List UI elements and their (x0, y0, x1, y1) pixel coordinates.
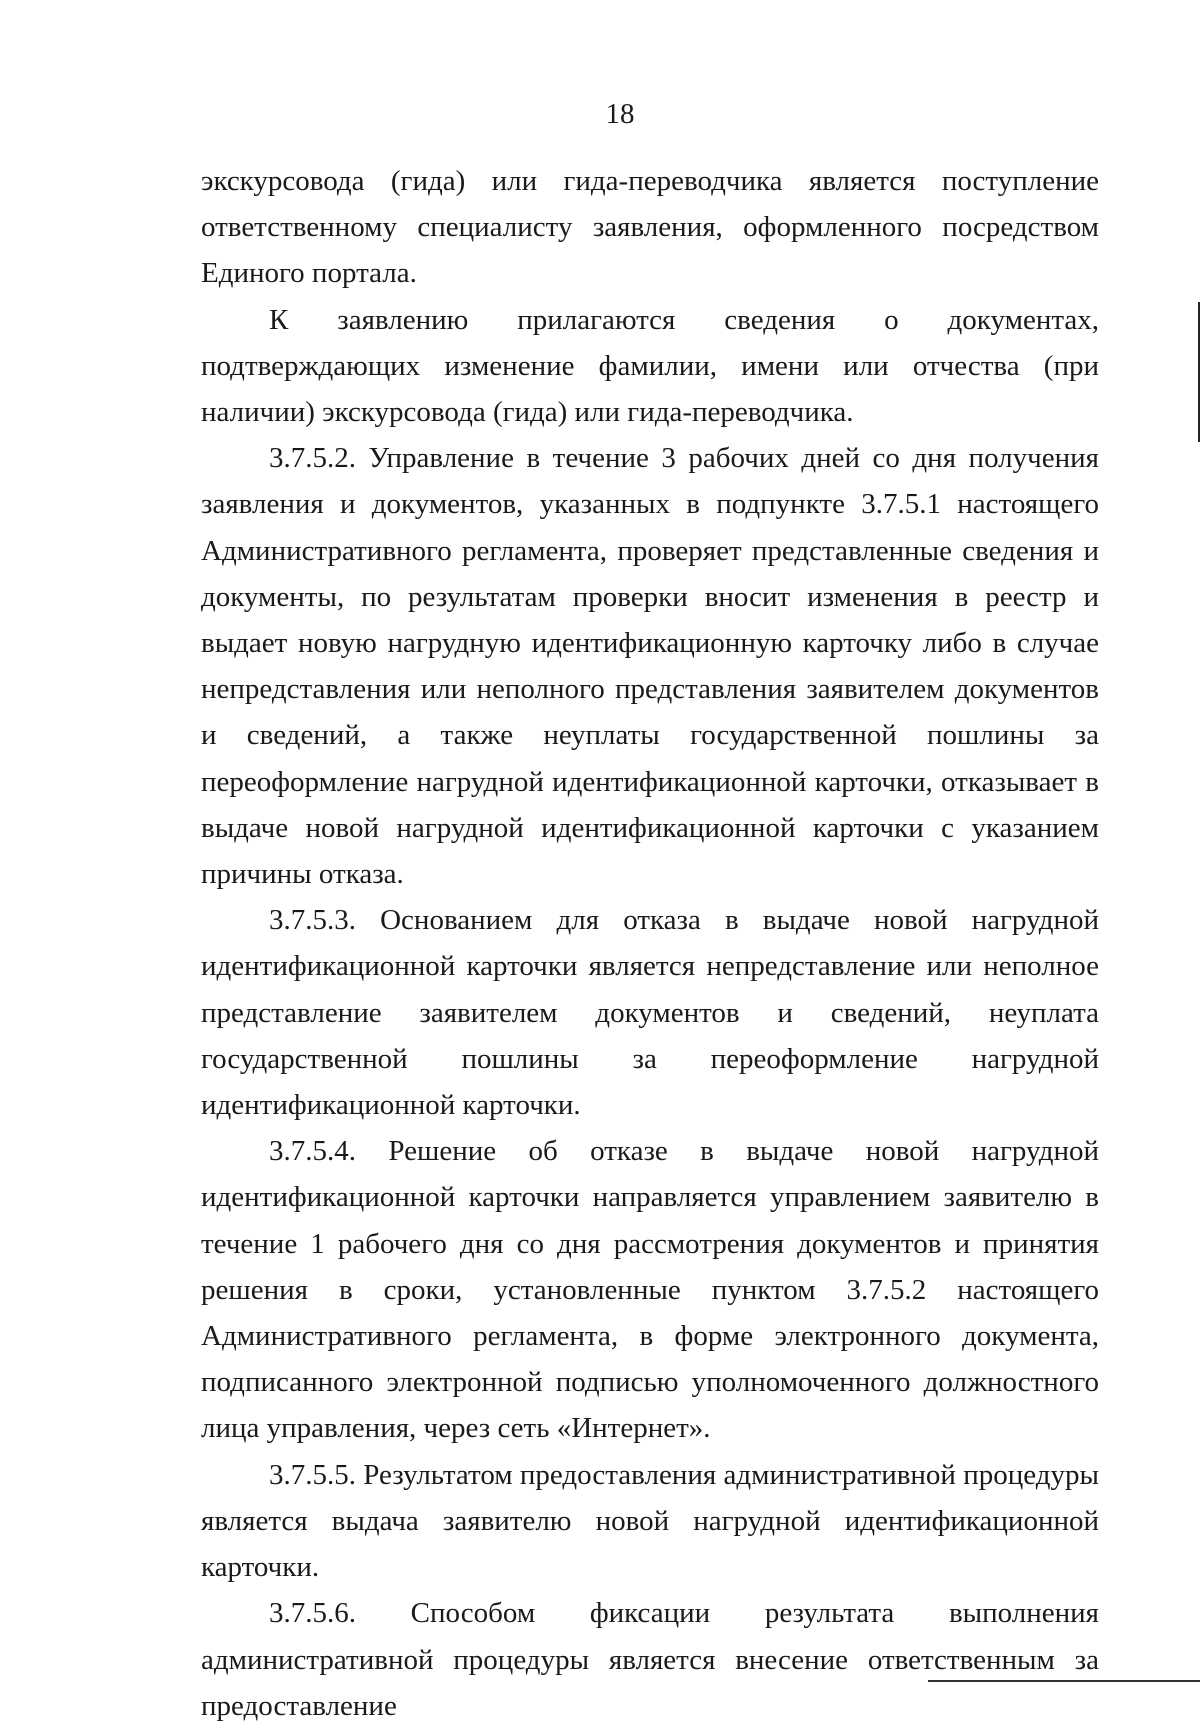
paragraph-6: 3.7.5.5. Результатом предоставления административной процедуры является выдача заявителю новой нагрудной идентификационной карточки. (201, 1458, 1099, 1584)
paragraph-7: 3.7.5.6. Способом фиксации результата выполнения административной процедуры является внесение ответственным за предоставление (201, 1597, 1099, 1722)
paragraph-1: экскурсовода (гида) или гида-переводчика является поступление ответственному специалисту заявления, оформленного посредством Единого портала. (201, 165, 1099, 290)
document-body (201, 158, 1099, 1729)
paragraph-2: К заявлению прилагаются сведения о документах, подтверждающих изменение фамилии, имени или отчества (при наличии) экскурсовода (гида) или гида-переводчика. (201, 303, 1099, 429)
paragraph-4: 3.7.5.3. Основанием для отказа в выдаче новой нагрудной идентификационной карточки является непредставление или неполное представление заявителем документов и сведений, неуплата государственной пошлины за переоформление нагрудной идентификационной карточки. (201, 904, 1099, 1122)
paragraph-3: 3.7.5.2. Управление в течение 3 рабочих дней со дня получения заявления и документов, указанных в подпункте 3.7.5.1 настоящего Административного регламента, проверяет представленные сведения и документы, по результатам проверки вносит изменения в реестр и выдает новую нагрудную идентификационную карточку либо в случае непредставления или неполного представления заявителем документов и сведений, а также неуплаты государственной пошлины за переоформление нагрудной идентификационной карточки, отказывает в выдаче новой нагрудной идентификационной карточки с указанием причины отказа. (201, 442, 1099, 891)
paragraph-5: 3.7.5.4. Решение об отказе в выдаче новой нагрудной идентификационной карточки направляется управлением заявителю в течение 1 рабочего дня со дня рассмотрения документов и принятия решения в сроки, установленные пунктом 3.7.5.2 настоящего Административного регламента, в форме электронного документа, подписанного электронной подписью уполномоченного должностного лица управления, через сеть «Интернет». (201, 1135, 1099, 1445)
page-number: 18 (605, 98, 635, 130)
